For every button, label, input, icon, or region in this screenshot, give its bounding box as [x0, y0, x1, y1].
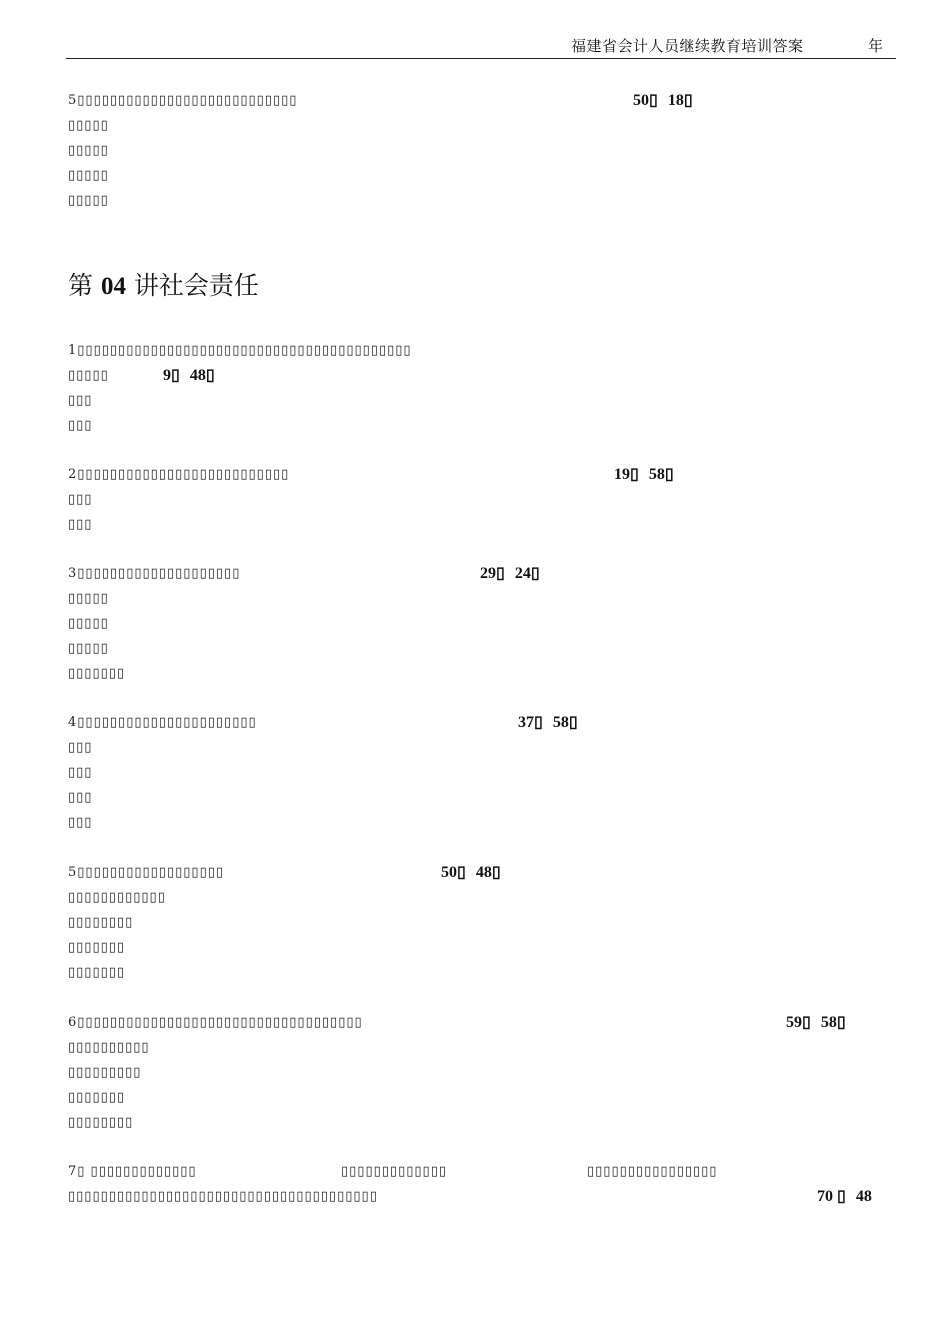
- time-minutes: 9▯: [163, 367, 180, 384]
- section-title-prefix: 第: [68, 271, 101, 300]
- question-option: ▯▯▯: [68, 492, 93, 507]
- question-option: ▯▯▯▯▯▯▯: [68, 965, 126, 980]
- question-option: ▯▯▯▯▯▯▯: [68, 1090, 126, 1105]
- question-stem: 6▯▯▯▯▯▯▯▯▯▯▯▯▯▯▯▯▯▯▯▯▯▯▯▯▯▯▯▯▯▯▯▯▯▯▯: [68, 1015, 363, 1030]
- time-seconds: 58▯: [552, 714, 578, 731]
- question-stem-part: 7▯ ▯▯▯▯▯▯▯▯▯▯▯▯▯: [68, 1164, 197, 1179]
- section-number: 04: [100, 273, 126, 300]
- time-minutes: 70 ▯: [817, 1188, 846, 1205]
- question-option: ▯▯▯▯▯▯▯▯▯: [68, 1065, 142, 1080]
- time-minutes: 50▯: [633, 92, 658, 109]
- question-timestamp: [441, 864, 501, 882]
- question-stem: 1▯▯▯▯▯▯▯▯▯▯▯▯▯▯▯▯▯▯▯▯▯▯▯▯▯▯▯▯▯▯▯▯▯▯▯▯▯▯▯▯▯: [68, 343, 412, 358]
- time-minutes: 50▯: [441, 864, 466, 881]
- question-timestamp: [163, 367, 215, 385]
- question-option: ▯▯▯▯▯▯▯: [68, 940, 126, 955]
- time-seconds: 58▯: [648, 466, 674, 483]
- header-year: 年: [868, 37, 884, 55]
- question-stem: 5▯▯▯▯▯▯▯▯▯▯▯▯▯▯▯▯▯▯: [68, 865, 225, 880]
- question-stem: 3▯▯▯▯▯▯▯▯▯▯▯▯▯▯▯▯▯▯▯▯: [68, 566, 241, 581]
- header-title: 福建省会计人员继续教育培训答案: [571, 37, 804, 55]
- question-timestamp: [817, 1188, 872, 1206]
- question-option: ▯▯▯: [68, 765, 93, 780]
- time-minutes: 19▯: [614, 466, 639, 483]
- section-title: [68, 266, 259, 302]
- question-option: ▯▯▯: [68, 790, 93, 805]
- question-option: ▯▯▯▯▯▯▯▯: [68, 1115, 134, 1130]
- question-option: ▯▯▯: [68, 418, 93, 433]
- prev-question-timestamp: [633, 92, 693, 110]
- question-timestamp: [480, 565, 540, 583]
- question-option: ▯▯▯▯▯: [68, 641, 109, 656]
- prev-option: ▯▯▯▯▯: [68, 143, 109, 158]
- question-option: ▯▯▯: [68, 393, 93, 408]
- time-seconds: 24▯: [514, 565, 540, 582]
- question-option: ▯▯▯▯▯: [68, 591, 109, 606]
- question-option: ▯▯▯: [68, 815, 93, 830]
- prev-option: ▯▯▯▯▯: [68, 168, 109, 183]
- page-header: [66, 34, 896, 59]
- question-option: ▯▯▯: [68, 740, 93, 755]
- question-option: ▯▯▯▯▯: [68, 616, 109, 631]
- time-seconds: 58▯: [820, 1014, 846, 1031]
- time-seconds: 18▯: [667, 92, 693, 109]
- question-timestamp: [518, 714, 578, 732]
- prev-question-stem: 5▯▯▯▯▯▯▯▯▯▯▯▯▯▯▯▯▯▯▯▯▯▯▯▯▯▯▯: [68, 93, 298, 108]
- question-timestamp: [786, 1014, 846, 1032]
- question-option: ▯▯▯▯▯: [68, 368, 109, 383]
- time-minutes: 37▯: [518, 714, 543, 731]
- question-stem-part: ▯▯▯▯▯▯▯▯▯▯▯▯▯: [341, 1164, 447, 1179]
- time-seconds: 48: [855, 1188, 872, 1205]
- question-option: ▯▯▯▯▯▯▯▯: [68, 915, 134, 930]
- question-stem-line: ▯▯▯▯▯▯▯▯▯▯▯▯▯▯▯▯▯▯▯▯▯▯▯▯▯▯▯▯▯▯▯▯▯▯▯▯▯▯: [68, 1189, 378, 1204]
- question-stem: 2▯▯▯▯▯▯▯▯▯▯▯▯▯▯▯▯▯▯▯▯▯▯▯▯▯▯: [68, 467, 290, 482]
- section-title-suffix: 讲社会责任: [125, 271, 259, 300]
- question-timestamp: [614, 466, 674, 484]
- question-option: ▯▯▯▯▯▯▯: [68, 666, 126, 681]
- time-minutes: 29▯: [480, 565, 505, 582]
- time-minutes: 59▯: [786, 1014, 811, 1031]
- question-stem-part: ▯▯▯▯▯▯▯▯▯▯▯▯▯▯▯▯: [587, 1164, 718, 1179]
- question-option: ▯▯▯▯▯▯▯▯▯▯: [68, 1040, 150, 1055]
- prev-option: ▯▯▯▯▯: [68, 118, 109, 133]
- question-option: ▯▯▯▯▯▯▯▯▯▯▯▯: [68, 890, 166, 905]
- question-option: ▯▯▯: [68, 517, 93, 532]
- time-seconds: 48▯: [475, 864, 501, 881]
- prev-option: ▯▯▯▯▯: [68, 193, 109, 208]
- question-stem: 4▯▯▯▯▯▯▯▯▯▯▯▯▯▯▯▯▯▯▯▯▯▯: [68, 715, 257, 730]
- time-seconds: 48▯: [189, 367, 215, 384]
